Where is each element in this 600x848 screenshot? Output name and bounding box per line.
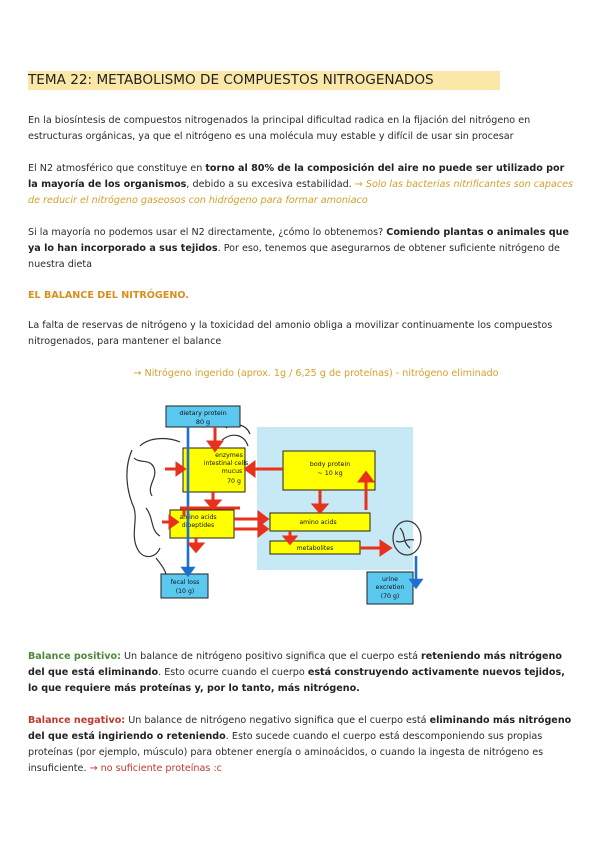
n2-note: → Solo las bacterias nitrificantes son capaces de reducir el nitrógeno gaseosos con hidrógeno para formar amoniaco — [28, 179, 574, 206]
amino-acids-label: amino acids — [299, 519, 337, 526]
diet-paragraph — [28, 225, 573, 273]
balance-negative-text-c: . Esto sucede cuando el cuerpo está descomponiendo sus propias proteínas (por ejemplo, músculo) para obtener energía o aminoácidos, o cuando la ingesta de nitrógeno es insuficiente. — [28, 731, 544, 774]
n2-text-c: , debido a su excesiva estabilidad. — [186, 179, 355, 190]
body-protein-label: body protein — [309, 460, 351, 468]
urine-label: urine — [382, 576, 398, 583]
dietary-protein-label: dietary protein — [179, 409, 227, 417]
formula-line: → Nitrógeno ingerido (aprox. 1g / 6,25 g de proteínas) - nitrógeno eliminado — [133, 368, 499, 379]
balance-intro: La falta de reservas de nitrógeno y la toxicidad del amonio obliga a movilizar continuamente los compuestos nitrogenados, para mantener el balance — [28, 320, 553, 347]
balance-negative-note: → no suficiente proteínas :c — [89, 763, 222, 774]
balance-negative-label: Balance negativo: — [28, 715, 126, 726]
balance-positive-bold-1: reteniendo más nitrógeno del que está eliminando — [28, 651, 562, 678]
excretion-label: excretion — [375, 584, 405, 591]
enzymes-label: enzymes — [215, 452, 243, 459]
urine-amount: (70 g) — [380, 593, 400, 600]
intestinal-label: intestinal cells — [203, 460, 249, 467]
mucus-label: mucus — [221, 468, 243, 475]
aa-dipeptides-label-1: amino acids — [179, 514, 217, 521]
diet-text-a: Si la mayoría no podemos usar el N2 directamente, ¿cómo lo obtenemos? — [28, 227, 387, 238]
diet-text-bold: Comiendo plantas o animales que ya lo han incorporado a sus tejidos — [28, 227, 569, 254]
metabolites-label: metabolites — [296, 545, 334, 552]
nitrogen-diagram — [120, 398, 430, 608]
intro-paragraph: En la biosíntesis de compuestos nitrogenados la principal dificultad radica en la fijación del nitrógeno en estructuras orgánicas, ya que el nitrógeno es una molécula muy estable y difícil de usar sin procesar — [28, 115, 531, 142]
diet-text-c: . Por eso, tenemos que asegurarnos de obtener suficiente nitrógeno de nuestra dieta — [28, 243, 560, 270]
n2-text-bold: torno al 80% de la composición del aire no puede ser utilizado por la mayoría de los organismos — [28, 163, 565, 190]
balance-positive-bold-2: está construyendo activamente nuevos tejidos, lo que requiere más proteínas y, por lo tanto, más nitrógeno. — [28, 667, 565, 694]
dietary-protein-amount: 80 g — [195, 418, 211, 426]
balance-positive-text-a: Un balance de nitrógeno positivo significa que el cuerpo está — [120, 651, 422, 662]
balance-positive — [28, 649, 573, 697]
n2-text-a: El N2 atmosférico que constituye en — [28, 163, 206, 174]
section-heading: EL BALANCE DEL NITRÓGENO. — [28, 290, 189, 301]
balance-positive-label: Balance positivo: — [28, 651, 121, 662]
page-title: TEMA 22: METABOLISMO DE COMPUESTOS NITROGENADOS — [28, 71, 500, 90]
aa-dipeptides-label-2: dipeptides — [181, 522, 215, 529]
balance-negative-bold: eliminando más nitrógeno del que está ingiriendo o reteniendo — [28, 715, 572, 742]
fecal-loss-label: fecal loss — [170, 579, 200, 586]
balance-positive-text-c: . Esto ocurre cuando el cuerpo — [158, 667, 308, 678]
body-protein-amount: ~ 10 kg — [317, 469, 343, 477]
balance-negative-text-a: Un balance de nitrógeno negativo significa que el cuerpo está — [125, 715, 430, 726]
balance-negative — [28, 713, 573, 777]
enzymes-amount: 70 g — [227, 478, 241, 485]
n2-paragraph — [28, 161, 573, 209]
fecal-loss-amount: (10 g) — [175, 588, 195, 595]
